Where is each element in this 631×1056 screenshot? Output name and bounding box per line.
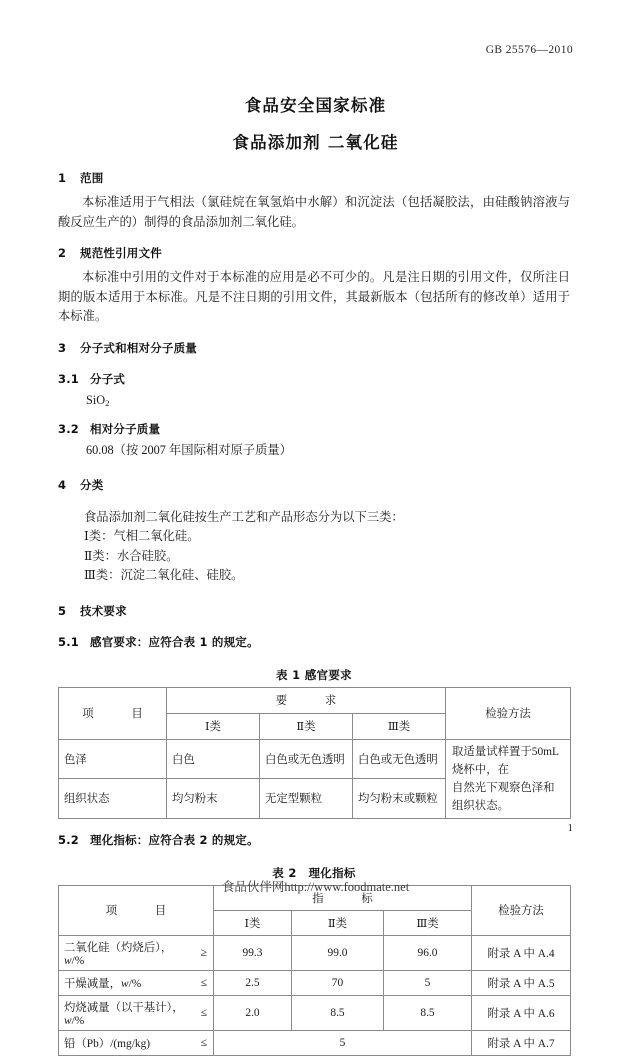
section-heading-2 — [58, 245, 570, 261]
table-2-col-group-label: 指 标 — [312, 892, 378, 905]
table-1-row-0-value-1: 白色 — [167, 739, 260, 779]
table-2-col-item-label: 项 目 — [105, 905, 172, 918]
table-1-col-group — [167, 687, 446, 713]
table-2-row-0-value-2: 99.0 — [292, 935, 384, 970]
section-title-3: 分子式和相对分子质量 — [80, 340, 197, 355]
table-2-caption: 表 2 理化指标 — [272, 865, 356, 880]
section-title-1: 范围 — [80, 171, 104, 185]
table-2-row-2-method: 附录 A 中 A.6 — [472, 995, 571, 1030]
table-1-col-item — [59, 687, 167, 739]
table-2-row-0-item — [59, 935, 214, 970]
section-heading-5-1 — [58, 634, 570, 650]
table-2-row-3-item — [59, 1030, 214, 1055]
classification-item-3: Ⅲ类：沉淀二氧化硅、硅胶。 — [84, 568, 244, 583]
document-title-secondary: 食品添加剂 二氧化硅 — [232, 133, 399, 152]
table-1-caption: 表 1 感官要求 — [276, 667, 352, 682]
table-2-row-2-item-text: 灼烧减量（以干基计）， — [64, 1001, 184, 1014]
spacer — [58, 586, 570, 603]
table-1-class-2: Ⅱ类 — [260, 713, 353, 739]
section-title-5: 技术要求 — [80, 603, 127, 618]
table-1-row-0-item: 色泽 — [59, 739, 167, 779]
table-2-row-2-unit-w: w — [64, 1014, 72, 1027]
spacer — [58, 460, 570, 477]
table-1-method-cell — [446, 739, 571, 818]
table-2-row-1-unit-rest: /% — [128, 977, 142, 990]
table-1-col-method: 检验方法 — [446, 687, 571, 739]
section-title-2: 规范性引用文件 — [80, 246, 162, 260]
table-row — [59, 970, 571, 995]
table-2-row-0-method: 附录 A 中 A.4 — [472, 935, 571, 970]
table-2-row-2-value-3: 8.5 — [384, 995, 472, 1030]
section-title-5-1: 感官要求：应符合表 1 的规定。 — [90, 634, 259, 649]
table-2-class-1: Ⅰ类 — [214, 910, 292, 935]
table-2-row-2-symbol: ≤ — [200, 1006, 207, 1019]
classification-item-1: Ⅰ类：气相二氧化硅。 — [84, 529, 200, 544]
table-2-row-0-symbol: ≥ — [200, 946, 207, 959]
table-2-row-1-method: 附录 A 中 A.5 — [472, 970, 571, 995]
table-2-row-0-unit-rest: /% — [71, 954, 85, 967]
page-number: 1 — [567, 822, 573, 834]
formula-text: SiO — [86, 392, 106, 407]
table-1-row-1-value-1: 均匀粉末 — [167, 779, 260, 819]
section-title-4: 分类 — [80, 477, 104, 492]
table-2-row-0-value-1: 99.3 — [214, 935, 292, 970]
spacer — [58, 413, 570, 421]
table-2-row-0-item-text: 二氧化硅（灼烧后）， — [64, 941, 173, 954]
table-sensory-requirements — [58, 687, 571, 819]
table-2-row-1-value-1: 2.5 — [214, 970, 292, 995]
spacer — [58, 654, 570, 667]
molecular-formula-value — [58, 391, 570, 413]
table-row — [59, 739, 571, 779]
table-row — [59, 935, 571, 970]
table-row — [59, 995, 571, 1030]
section-number-5: 5 — [58, 603, 67, 618]
section-number-4: 4 — [58, 477, 67, 492]
section-heading-5-2 — [58, 832, 570, 848]
section-title-5-2: 理化指标：应符合表 2 的规定。 — [90, 832, 259, 847]
section-heading-5 — [58, 603, 570, 619]
table-physicochemical-indicators — [58, 885, 571, 1056]
table-2-class-3: Ⅲ类 — [384, 910, 472, 935]
section-title-3-2: 相对分子质量 — [90, 421, 161, 436]
section-heading-1 — [58, 170, 570, 186]
section-heading-4 — [58, 477, 570, 493]
section-number-5-1: 5.1 — [58, 634, 79, 649]
relative-molecular-mass-value: 60.08（按 2007 年国际相对原子质量） — [86, 442, 292, 457]
table-2-row-1-item-text: 干燥减量， — [64, 977, 121, 990]
table-1-row-1-value-2: 无定型颗粒 — [260, 779, 353, 819]
table-1-method-line-1: 取适量试样置于50mL烧杯中，在 — [452, 745, 559, 776]
table-1-row-0-value-2: 白色或无色透明 — [260, 739, 353, 779]
table-2-row-1-symbol: ≤ — [200, 976, 207, 989]
classification-item-2: Ⅱ类：水合硅胶。 — [84, 548, 179, 563]
section-2-paragraph: 本标准中引用的文件对于本标准的应用是必不可少的。凡是注日期的引用文件，仅所注日期的版本适用于本标准。凡是不注日期的引用文件，其最新版本（包括所有的修改单）适用于本标准。 — [58, 270, 570, 323]
table-2-row-2-item — [59, 995, 214, 1030]
section-heading-3 — [58, 340, 570, 356]
section-1-paragraph: 本标准适用于气相法（氯硅烷在氧氢焰中水解）和沉淀法（包括凝胶法，由硅酸钠溶液与酸反应生产的）制得的食品添加剂二氧化硅。 — [58, 195, 570, 229]
classification-intro: 食品添加剂二氧化硅按生产工艺和产品形态分为以下三类： — [84, 509, 404, 524]
table-2-row-1-item — [59, 970, 214, 995]
section-number-1: 1 — [58, 171, 67, 185]
table-2-row-2-unit-rest: /% — [71, 1014, 85, 1027]
table-2-row-1-unit-w: w — [120, 977, 129, 990]
spacer — [58, 363, 570, 371]
table-2-row-0-unit-w: w — [64, 954, 72, 967]
table-1-header-row-1 — [59, 687, 571, 713]
table-1-row-1-item: 组织状态 — [59, 779, 167, 819]
section-heading-3-1 — [58, 371, 570, 387]
table-2-row-3-symbol: ≤ — [200, 1036, 207, 1049]
table-1-col-item-label: 项 目 — [82, 708, 148, 721]
section-number-3-2: 3.2 — [58, 421, 79, 436]
spacer — [58, 852, 570, 865]
document-title-primary: 食品安全国家标准 — [244, 96, 387, 115]
formula-subscript: 2 — [105, 397, 110, 408]
section-heading-3-2 — [58, 421, 570, 437]
watermark-footer: 食品伙伴网http://www.foodmate.net — [221, 880, 410, 894]
table-2-row-3-value-merged: 5 — [214, 1030, 472, 1055]
spacer — [58, 819, 570, 832]
table-2-row-3-item-text: 铅（Pb）/(mg/kg) — [64, 1037, 151, 1050]
table-1-method-line-2: 自然光下观察色泽和组织状态。 — [452, 781, 555, 812]
table-1-class-1: Ⅰ类 — [167, 713, 260, 739]
standard-code-header: GB 25576—2010 — [485, 44, 573, 56]
table-2-col-method: 检验方法 — [472, 885, 571, 935]
table-2-row-1-value-3: 5 — [384, 970, 472, 995]
table-1-row-1-value-3: 均匀粉末或颗粒 — [353, 779, 446, 819]
table-2-row-2-value-2: 8.5 — [292, 995, 384, 1030]
spacer — [58, 500, 570, 508]
table-1-class-3: Ⅲ类 — [353, 713, 446, 739]
section-number-3: 3 — [58, 340, 67, 355]
table-2-class-2: Ⅱ类 — [292, 910, 384, 935]
table-row — [59, 1030, 571, 1055]
table-2-row-2-value-1: 2.0 — [214, 995, 292, 1030]
document-body — [58, 170, 570, 1056]
table-1-row-0-value-3: 白色或无色透明 — [353, 739, 446, 779]
section-title-3-1: 分子式 — [90, 371, 126, 386]
table-2-row-1-value-2: 70 — [292, 970, 384, 995]
section-number-5-2: 5.2 — [58, 832, 79, 847]
section-number-2: 2 — [58, 246, 67, 260]
table-2-row-3-method: 附录 A 中 A.7 — [472, 1030, 571, 1055]
table-2-row-0-value-3: 96.0 — [384, 935, 472, 970]
spacer — [58, 626, 570, 634]
section-number-3-1: 3.1 — [58, 371, 79, 386]
table-1-col-group-label: 要 求 — [275, 695, 342, 708]
